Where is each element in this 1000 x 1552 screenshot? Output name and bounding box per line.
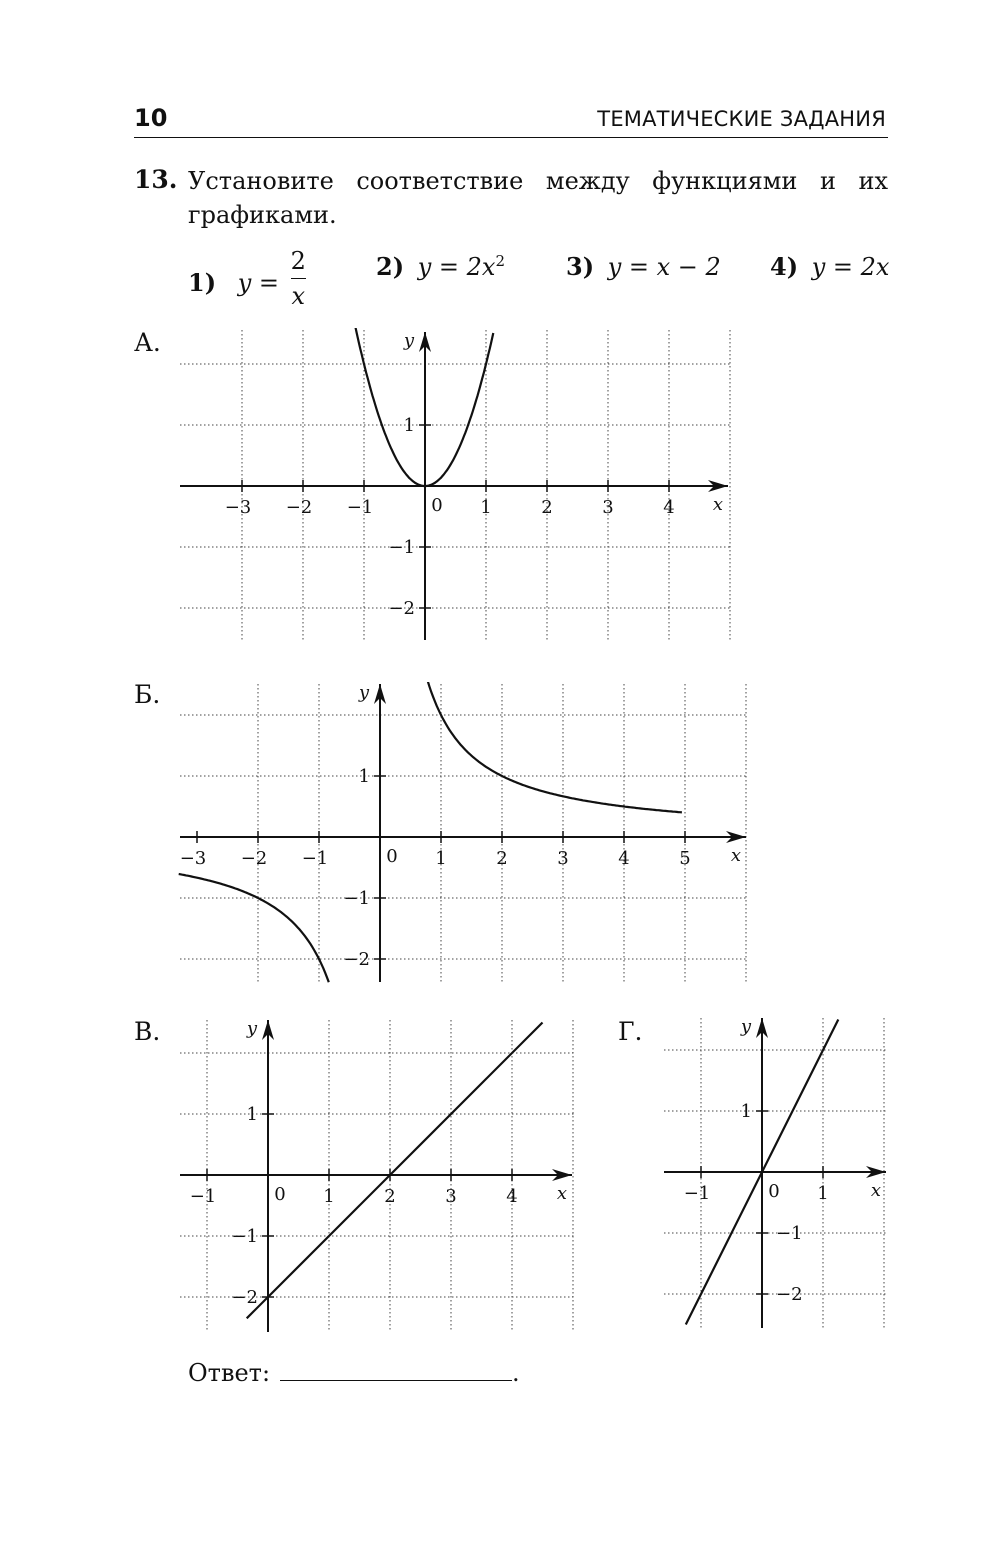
x-tick-label: 2 — [384, 1186, 396, 1207]
x-tick-label: 3 — [602, 497, 614, 518]
x-tick-label: 3 — [557, 848, 569, 869]
option-1-lhs: y = — [237, 269, 279, 297]
x-tick-label: 1 — [435, 848, 447, 869]
x-tick-label: 3 — [445, 1186, 457, 1207]
y-tick-label: 1 — [403, 415, 415, 436]
graph-0 — [180, 327, 730, 640]
option-3-number: 3) — [566, 252, 595, 281]
answer-end: . — [512, 1359, 520, 1387]
graph-label-g: Г. — [618, 1017, 643, 1046]
option-3-formula: y = x − 2 — [607, 253, 721, 281]
x-axis-label: x — [870, 1180, 882, 1201]
x-tick-label: 2 — [496, 848, 508, 869]
function-curve — [247, 1023, 543, 1319]
function-curve — [420, 652, 682, 812]
y-tick-label: 1 — [246, 1104, 258, 1125]
x-tick-label-0: 0 — [274, 1184, 286, 1205]
y-tick-label: 1 — [740, 1101, 752, 1122]
x-tick-label: −1 — [301, 848, 329, 869]
y-axis-label: y — [740, 1016, 752, 1037]
y-axis-label: y — [246, 1018, 258, 1039]
x-tick-label: −3 — [224, 497, 252, 518]
answer-line-block — [188, 1358, 520, 1387]
x-tick-label: 1 — [480, 497, 492, 518]
option-2-formula: y = 2x — [417, 253, 496, 281]
y-tick-label: −2 — [776, 1284, 803, 1305]
x-axis-label: x — [712, 494, 724, 515]
x-tick-label-0: 0 — [431, 495, 443, 516]
task-text: Установите соответствие между функциями и их графиками. — [188, 167, 888, 229]
x-tick-label-0: 0 — [386, 846, 398, 867]
x-tick-label: −1 — [683, 1183, 711, 1204]
y-axis-label: y — [358, 682, 370, 703]
option-4-formula: y = 2x — [811, 253, 890, 281]
task-number: 13. — [134, 165, 178, 194]
page-number: 10 — [134, 104, 168, 132]
x-tick-label: 5 — [679, 848, 691, 869]
x-axis-label: x — [730, 845, 742, 866]
option-1-denominator: x — [291, 282, 306, 310]
x-axis-label: x — [556, 1183, 568, 1204]
x-tick-label: −1 — [346, 497, 374, 518]
y-tick-label: −1 — [388, 537, 415, 558]
graph-label-a: А. — [134, 328, 161, 357]
function-curve — [179, 874, 329, 982]
x-tick-label: −2 — [285, 497, 313, 518]
x-tick-label: 1 — [323, 1186, 335, 1207]
graph-label-v: В. — [134, 1017, 161, 1046]
x-tick-label: −1 — [189, 1186, 217, 1207]
y-tick-label: −1 — [231, 1226, 258, 1247]
x-tick-label: 4 — [506, 1186, 518, 1207]
y-tick-label: −2 — [388, 598, 415, 619]
running-title: ТЕМАТИЧЕСКИЕ ЗАДАНИЯ — [597, 107, 886, 131]
x-tick-label: 4 — [663, 497, 675, 518]
y-tick-label: −1 — [776, 1223, 803, 1244]
option-4-number: 4) — [770, 252, 799, 281]
answer-label: Ответ: — [188, 1359, 271, 1387]
graph-label-b: Б. — [134, 680, 161, 709]
option-1-number: 1) — [188, 268, 217, 297]
y-tick-label: −2 — [343, 949, 370, 970]
x-tick-label: 4 — [618, 848, 630, 869]
graph-2 — [180, 1018, 574, 1332]
y-tick-label: 1 — [358, 766, 370, 787]
x-tick-label: 2 — [541, 497, 553, 518]
x-tick-label: 1 — [817, 1183, 829, 1204]
x-tick-label-0: 0 — [768, 1181, 780, 1202]
option-2-exponent: 2 — [495, 252, 505, 270]
y-tick-label: −2 — [231, 1287, 258, 1308]
option-1-numerator: 2 — [290, 247, 306, 275]
y-axis-label: y — [403, 330, 415, 351]
x-tick-label: −3 — [179, 848, 207, 869]
option-2-number: 2) — [376, 252, 405, 281]
graph-1 — [179, 652, 746, 982]
answer-blank[interactable] — [280, 1358, 512, 1381]
graph-3 — [664, 1016, 888, 1328]
y-tick-label: −1 — [343, 888, 370, 909]
x-tick-label: −2 — [240, 848, 268, 869]
